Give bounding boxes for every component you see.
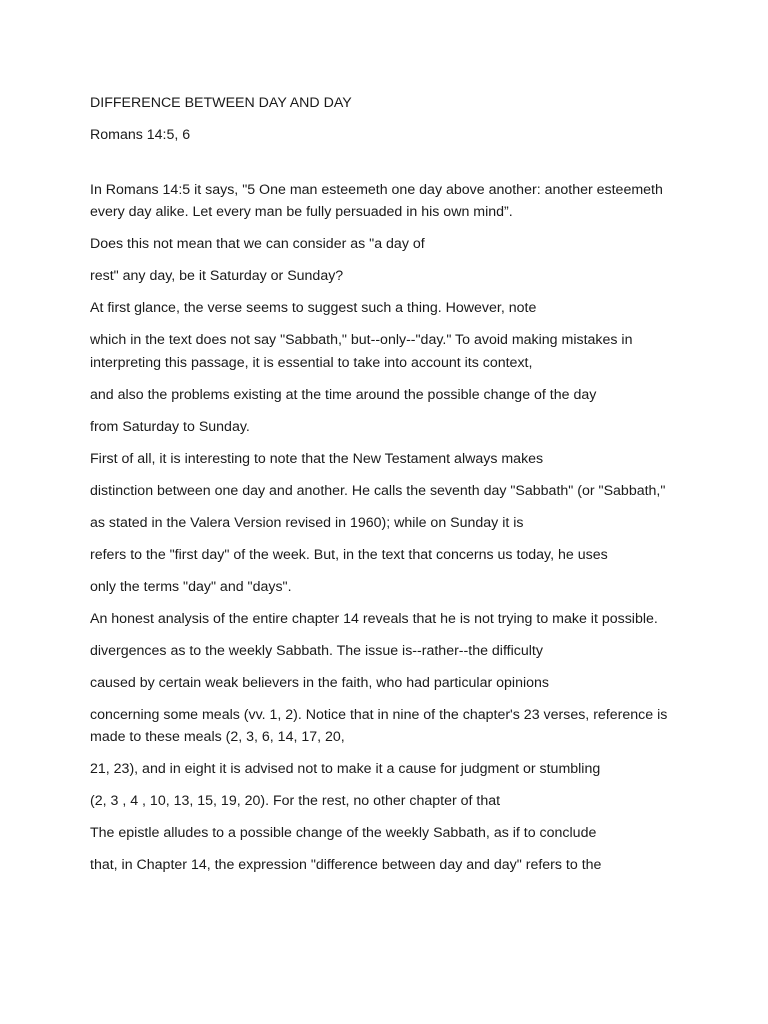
paragraph: as stated in the Valera Version revised in 1960); while on Sunday it is [90,514,524,531]
paragraph: distinction between one day and another. He calls the seventh day "Sabbath" (or "Sabbath," [90,482,666,499]
paragraph: (2, 3 , 4 , 10, 13, 15, 19, 20). For the rest, no other chapter of that [90,793,501,809]
paragraph: The epistle alludes to a possible change of the weekly Sabbath, as if to conclude [90,825,597,841]
paragraph: which in the text does not say "Sabbath," but--only--"day." To avoid making mistakes in interpreting this passage, it is essential to take into account its context, [90,332,633,371]
paragraph: In Romans 14:5 it says, "5 One man esteemeth one day above another: another esteemeth every day alike. Let every man be fully persuaded in his own mind”. [90,181,663,220]
paragraph: and also the problems existing at the time around the possible change of the day [90,386,597,403]
paragraph: caused by certain weak believers in the faith, who had particular opinions [90,674,549,691]
paragraph: only the terms "day" and "days". [90,578,292,595]
paragraph: Does this not mean that we can consider as "a day of [90,236,425,252]
paragraph: At first glance, the verse seems to suggest such a thing. However, note [90,300,537,316]
paragraph: that, in Chapter 14, the expression "difference between day and day" refers to the [90,857,602,873]
paragraph: First of all, it is interesting to note that the New Testament always makes [90,450,544,467]
paragraph: concerning some meals (vv. 1, 2). Notice that in nine of the chapter's 23 verses, reference is made to these meals (2, 3, 6, 14, 17, 20, [90,706,668,745]
paragraph: 21, 23), and in eight it is advised not to make it a cause for judgment or stumbling [90,761,601,777]
document-title: DIFFERENCE BETWEEN DAY AND DAY [90,95,352,111]
document-page [90,92,680,886]
paragraph: An honest analysis of the entire chapter 14 reveals that he is not trying to make it possible. [90,610,658,627]
paragraph: from Saturday to Sunday. [90,418,250,435]
paragraph: rest" any day, be it Saturday or Sunday? [90,268,344,284]
scripture-reference: Romans 14:5, 6 [90,127,191,143]
paragraph: refers to the "first day" of the week. But, in the text that concerns us today, he uses [90,546,608,563]
paragraph: divergences as to the weekly Sabbath. The issue is--rather--the difficulty [90,642,543,659]
